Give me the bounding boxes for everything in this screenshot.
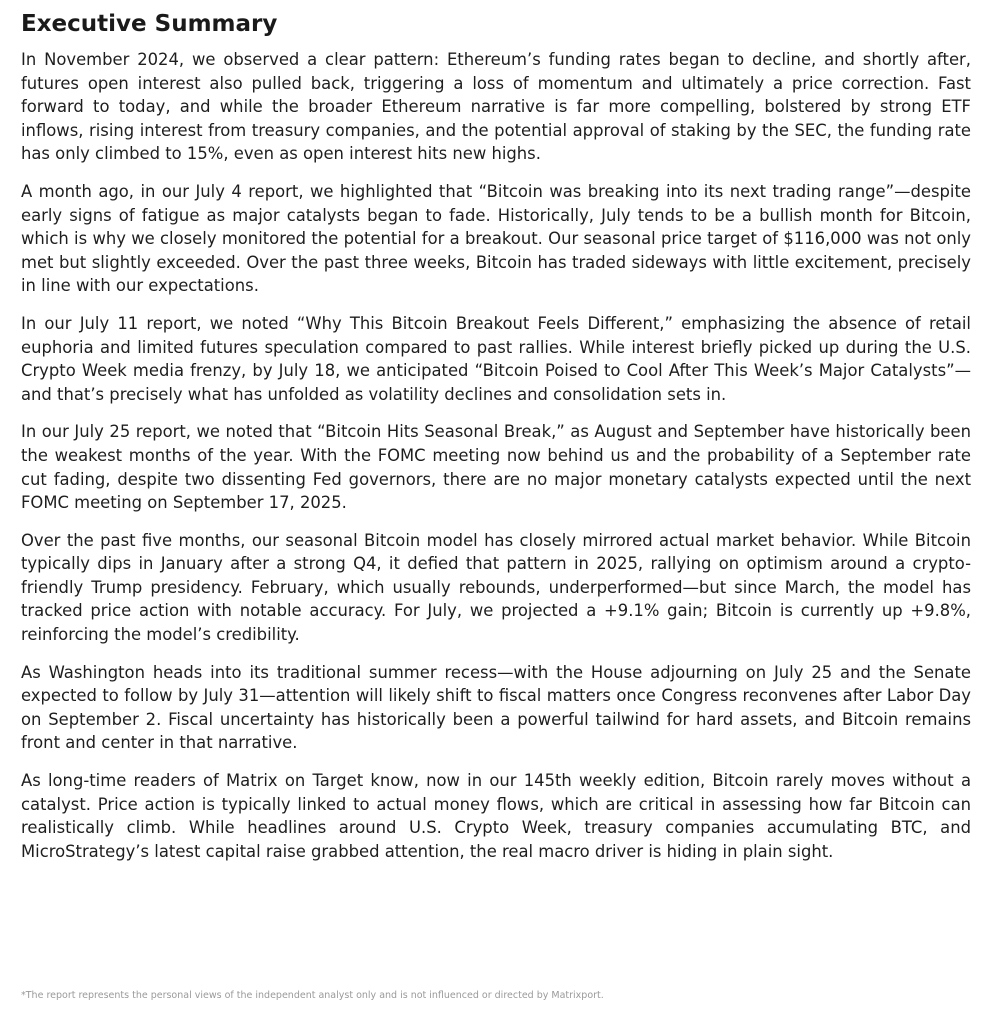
paragraph-catalyst: As long-time readers of Matrix on Target know, now in our 145th weekly edition, Bitcoin rarely moves without a catalyst. Price action is typically linked to actual money flows, which are critical in assessing how far Bitcoin can realistically climb. While headlines around U.S. Crypto Week, treasury companies accumulating BTC, and MicroStrategy’s latest capital raise grabbed attention, the real macro driver is hiding in plain sight. (21, 771, 971, 861)
paragraph-july-4-report: A month ago, in our July 4 report, we highlighted that “Bitcoin was breaking into its next trading range”—despite early signs of fatigue as major catalysts began to fade. Historically, July tends to be a bullish month for Bitcoin, which is why we closely monitored the potential for a breakout. Our seasonal price target of $116,000 was not only met but slightly exceeded. Over the past three weeks, Bitcoin has traded sideways with little excitement, precisely in line with our expectations. (21, 181, 971, 296)
paragraph-ethereum-funding: In November 2024, we observed a clear pattern: Ethereum’s funding rates began to decline, and shortly after, futures open interest also pulled back, triggering a loss of momentum and ultimately a price correction. Fast forward to today, and while the broader Ethereum narrative is far more compelling, bolstered by strong ETF inflows, rising interest from treasury companies, and the potential approval of staking by the SEC, the funding rate has only climbed to 15%, even as open interest hits new highs. (21, 50, 971, 164)
paragraph-summer-recess: As Washington heads into its traditional summer recess—with the House adjourning on July 25 and the Senate expected to follow by July 31—attention will likely shift to fiscal matters once Congress reconvenes after Labor Day on September 2. Fiscal uncertainty has historically been a powerful tailwind for hard assets, and Bitcoin remains front and center in that narrative. (21, 662, 971, 753)
paragraph-seasonal-model: Over the past five months, our seasonal Bitcoin model has closely mirrored actual market behavior. While Bitcoin typically dips in January after a strong Q4, it defied that pattern in 2025, rallying on optimism around a crypto-friendly Trump presidency. February, which usually rebounds, underperformed—but since March, the model has tracked price action with notable accuracy. For July, we projected a +9.1% gain; Bitcoin is currently up +9.8%, reinforcing the model’s credibility. (21, 530, 971, 645)
section-title: Executive Summary (21, 11, 278, 37)
disclaimer-footnote: *The report represents the personal views of the independent analyst only and is not influenced or directed by Matrixport. (21, 990, 604, 1001)
document-page (21, 6, 971, 877)
paragraph-july-11-report: In our July 11 report, we noted “Why This Bitcoin Breakout Feels Different,” emphasizing the absence of retail euphoria and limited futures speculation compared to past rallies. While interest briefly picked up during the U.S. Crypto Week media frenzy, by July 18, we anticipated “Bitcoin Poised to Cool After This Week’s Major Catalysts”—and that’s precisely what has unfolded as volatility declines and consolidation sets in. (21, 313, 971, 404)
paragraph-july-25-report: In our July 25 report, we noted that “Bitcoin Hits Seasonal Break,” as August and September have historically been the weakest months of the year. With the FOMC meeting now behind us and the probability of a September rate cut fading, despite two dissenting Fed governors, there are no major monetary catalysts expected until the next FOMC meeting on September 17, 2025. (21, 422, 971, 513)
